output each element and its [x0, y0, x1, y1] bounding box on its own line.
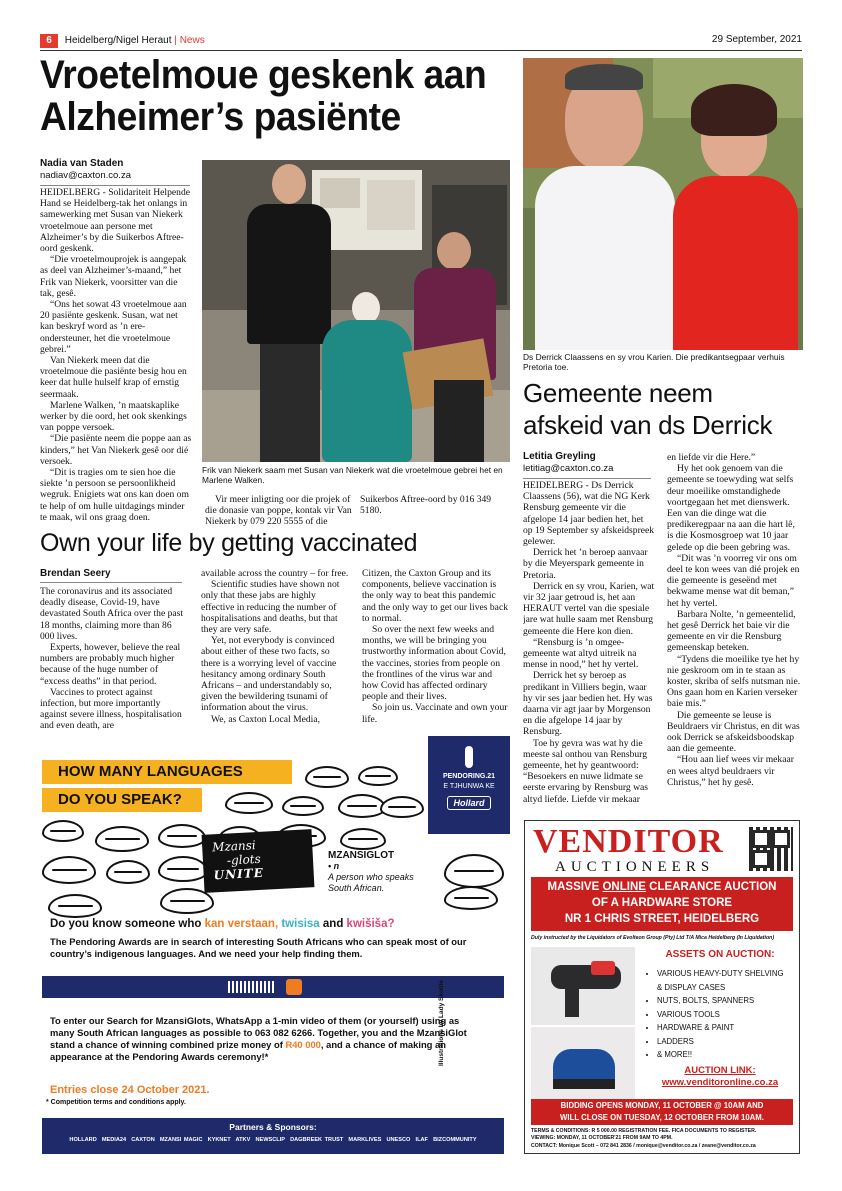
partners-title: Partners & Sponsors:	[229, 1122, 317, 1132]
definition-text: A person who speaks South African.	[328, 872, 414, 893]
author-name: Brendan Seery	[40, 568, 111, 579]
paragraph: Vaccines to protect against infection, but more importantly against severe illness, hospitalisation and even death, are	[40, 686, 182, 732]
paragraph: Suikerbos Aftree-oord by 016 349 5180.	[360, 494, 492, 517]
paragraph: Yet, not everybody is convinced about either of these two facts, so there is a worrying level of vaccine hesitancy among ordinary South Africans – and understandably so, given the bewildering tsunami of information about the virus.	[201, 635, 337, 714]
byline-rule	[40, 185, 190, 186]
page-header	[40, 34, 802, 50]
paragraph: So join us. Vaccinate and own your life.	[362, 702, 508, 725]
drill-photo	[531, 947, 635, 1025]
author-email: nadiav@caxton.co.za	[40, 170, 131, 181]
venditor-ad	[524, 820, 800, 1154]
lips-icon	[282, 796, 324, 816]
qr-code-icon	[749, 827, 793, 871]
badge-line-1: PENDORING.21	[442, 773, 496, 780]
author-name: Nadia van Staden	[40, 158, 124, 169]
paragraph: “Hou aan lief wees vir mekaar en wees altyd beuldraers vir Christus,” het hy gesê.	[667, 754, 794, 788]
list-item: • HARDWARE & PAINT	[657, 1021, 807, 1035]
page-number: 6	[40, 34, 58, 48]
entries-close: Entries close 24 October 2021.	[50, 1084, 210, 1096]
article2-col2	[201, 568, 349, 734]
lips-icon	[305, 766, 349, 788]
headline-line: Gemeente neem	[523, 378, 713, 408]
header-separator: |	[174, 35, 177, 46]
paragraph: “Tydens die moeilike tye het hy nie geskroom om in te staan as koster, skriba of selfs nutsman nie. Ons gaan hom en Karien verseker baie mis.”	[667, 653, 801, 710]
issue-date: 29 September, 2021	[711, 34, 802, 45]
question-line-1: HOW MANY LANGUAGES	[42, 760, 292, 784]
paragraph: We, as Caxton Local Media,	[211, 713, 320, 725]
lips-icon	[106, 860, 150, 884]
paragraph: Die gemeente se leuse is Beuldraers vir Christus, en dit was ook Derrick se afskeidsboodskap aan die gemeente.	[667, 709, 800, 755]
partners-list: HOLLARD MEDIA24 CAXTON MZANSI MAGIC KYKNET ATKV NEWSCLIP DAGBREEK TRUST MARKLIVES UNESCO ILAF BIZCOMMUNITY	[69, 1137, 477, 1143]
paragraph: Scientific studies have shown not only that these jabs are highly effective in reducing the number of hospitalisations and deaths, but that they are very safe.	[201, 579, 340, 636]
headline-line: Alzheimer’s pasiënte	[40, 95, 401, 139]
author-email: letitiag@caxton.co.za	[523, 463, 614, 474]
article3-col2	[667, 452, 803, 810]
article2-col1	[40, 586, 186, 734]
lips-icon	[158, 824, 206, 848]
enter-text: To enter our Search for MzansiGlots, WhatsApp a 1-min video of them (or yourself) using as many South African languages as possible to 063 082 6266. Together, you and the MzansiGlot stand a chance of winning combined prize money of R40 000, and a chance of making an appearance at the Pendoring Awards ceremony!*	[50, 1015, 467, 1062]
article2-byline	[40, 568, 190, 580]
article1-photo-caption: Frik van Niekerk saam met Susan van Niekerk wat die vroetelmoue gebrei het en Marlene Walken.	[202, 465, 503, 486]
lips-icon	[42, 820, 84, 842]
paragraph: Van Niekerk meen dat die vroetelmoue die pasiënte besig hou en keer dat hulle hulself krap of ernstig seermaak.	[40, 355, 187, 400]
know-someone-line: Do you know someone who kan verstaan, twisisa and kwišiša?	[50, 918, 395, 930]
terms-note: * Competition terms and conditions apply.	[46, 1099, 186, 1106]
paragraph: Derrick en sy vrou, Karien, wat vir 32 jaar getroud is, het aan HERAUT vertel van die spesiale jare wat hulle saam met Rensburg gemeente die Here kon dien.	[523, 580, 655, 637]
soundwave-icon	[228, 981, 276, 993]
paragraph: HEIDELBERG - Ds Derrick Claassens (56), wat die NG Kerk Rensburg gemeente vir die afgelope 14 jaar bedien het, het op 19 September sy afskeidspreek gelewer.	[523, 480, 655, 548]
paragraph: Derrick het ’n beroep aanvaar by die Meyerspark gemeente in Pretoria.	[523, 547, 648, 581]
assets-list	[645, 967, 807, 1062]
list-item: • VARIOUS HEAVY-DUTY SHELVING	[657, 967, 807, 981]
paragraph: Marlene Walken, ’n maatskaplike werker by die oord, het ook skenkings van poppe versoek.	[40, 399, 187, 434]
paragraph: Vir meer inligting oor die projek of die donasie van poppe, kontak vir Van Niekerk by 079 220 5555 of die	[205, 494, 352, 528]
list-item: • NUTS, BOLTS, SPANNERS	[657, 994, 807, 1008]
paragraph: So over the next few weeks and months, we will be bringing you trustworthy information about Covid, the vaccines, stories from people on the frontlines of the virus war and how Covid has affected ordinary people and their lives.	[362, 624, 506, 703]
whatsapp-bar	[42, 976, 504, 998]
definition-block	[328, 832, 438, 894]
terms-block: TERMS & CONDITIONS: R 5 000.00 REGISTRATION FEE. FICA DOCUMENTS TO REGISTER. VIEWING: MONDAY, 11 OCTOBER'21 FROM 9AM TO 4PM. CONTACT: Monique Scott – 072 841 2836 / monique@venditor.co.za / zeane@venditor.co.za	[531, 1128, 757, 1149]
video-icon	[286, 979, 302, 995]
paragraph: en liefde vir die Here.”	[667, 452, 756, 463]
question-line-2: DO YOU SPEAK?	[42, 788, 202, 812]
venditor-logo	[533, 825, 743, 875]
article3-byline	[523, 451, 653, 475]
article1-tail-col3	[360, 494, 510, 516]
badge-line-2: E TJHUNWA KE	[443, 783, 495, 790]
paragraph: HEIDELBERG - Solidariteit Helpende Hand se Heidelberg-tak het onlangs in samewerking met Susan van Niekerk vroetelmoue aan persone met Alzheimer’s by die Suikerbos Aftree-oord geskenk.	[40, 187, 191, 255]
paragraph: “Rensburg is ’n omgee-gemeente wat altyd uitreik na mense in nood,” het hy vertel.	[523, 636, 639, 671]
article1-byline	[40, 158, 190, 182]
definition-word: MZANSIGLOT	[328, 850, 395, 861]
lips-icon	[95, 826, 149, 852]
auction-link[interactable]: www.venditoronline.co.za	[661, 1077, 779, 1088]
bidding-banner: BIDDING OPENS MONDAY, 11 OCTOBER @ 10AM AND WILL CLOSE ON TUESDAY, 12 OCTOBER FROM 10AM.	[531, 1099, 793, 1125]
illustration-credit: Illustrations by Lady Skollie	[438, 980, 445, 1066]
lips-icon	[225, 792, 273, 814]
byline-rule	[40, 582, 182, 583]
pendoring-ad	[40, 736, 512, 1154]
paragraph: Toe hy gevra was wat hy die meeste sal onthou van Rensburg gemeente, het hy geantwoord: “Besoekers en nuwe lidmate se eerste ervaring by Rensburg was altyd liefde. Liefde vir mekaar	[523, 737, 649, 805]
badge-brand: Hollard	[447, 796, 490, 810]
paragraph: Citizen, the Caxton Group and its components, believe vaccination is the only way to beat this pandemic and the only way to get our lives back to normal.	[362, 568, 509, 624]
auction-link-title: AUCTION LINK:	[684, 1065, 756, 1076]
article1-tail-col2	[205, 494, 353, 528]
brand-name: VENDITOR	[533, 823, 724, 860]
author-name: Letitia Greyling	[523, 451, 596, 462]
paragraph: available across the country – for free.	[201, 568, 349, 579]
brand-sub: AUCTIONEERS	[555, 859, 715, 875]
list-item: • & MORE!!	[657, 1048, 807, 1062]
badge-mark-icon	[465, 746, 473, 768]
headline-line: Vroetelmoue geskenk aan	[40, 53, 487, 97]
lips-icon	[42, 856, 96, 884]
header-rule	[40, 50, 802, 51]
article1-headline	[40, 54, 486, 138]
paragraph: “Dit was ’n voorreg vir ons om deel te kon wees van dié projek en die gemeente is geseënd met bekwame mense wat dit beman,” het hy vertel.	[667, 552, 800, 609]
section-name: News	[179, 35, 205, 46]
paragraph: “Dit is tragies om te sien hoe die siekte ’n persoon se persoonlikheid wegruk. Enigiets wat ons kan doen om te help of om hulle uitdagings minder te maak, wil ons graag doen.	[40, 467, 189, 522]
lips-icon	[338, 794, 386, 818]
article2-headline: Own your life by getting vaccinated	[40, 529, 418, 557]
list-item: • VARIOUS TOOLS	[657, 1008, 807, 1022]
article3-photo	[523, 58, 803, 350]
paragraph: “Ons het sowat 43 vroetelmoue aan 20 pasiënte geskenk. Susan, wat net kan beskryf word as ’n ere-ondersteuner, het die vroetelmoue gebrei.”	[40, 299, 187, 355]
lips-icon	[444, 854, 504, 888]
paragraph: Hy het ook genoem van die gemeente se toewyding wat selfs deur moeilike omstandighede voortgegaan het met dienswerk. Een van die dinge wat die predikeregpaar na aan die hart lê, is die Kosmosgroep wat 10 jaar gelede op die been gebring was.	[667, 463, 795, 553]
definition-pos: • n	[328, 861, 340, 871]
lips-icon	[380, 796, 424, 818]
lips-icon	[48, 894, 102, 918]
article3-col1	[523, 480, 655, 810]
headline-line: afskeid van ds Derrick	[523, 410, 773, 440]
instructed-line: Duly instructed by the Liquidators of Evolteon Group (Pty) Ltd T/A Mica Heidelberg (In Liquidation)	[531, 935, 775, 941]
pendoring-badge	[428, 736, 510, 834]
lips-icon	[444, 886, 498, 910]
list-item: • LADDERS	[657, 1035, 807, 1049]
article1-photo	[202, 160, 510, 462]
paragraph: “Die pasiënte neem die poppe aan as kinders,” het Van Niekerk gesê oor dié versoek.	[40, 433, 192, 467]
article3-photo-caption: Ds Derrick Claassens en sy vrou Karien. Die predikantsegpaar verhuis Pretoria toe.	[523, 352, 785, 373]
auction-banner: MASSIVE ONLINE CLEARANCE AUCTION OF A HARDWARE STORE NR 1 CHRIS STREET, HEIDELBERG	[531, 877, 793, 931]
paragraph: The coronavirus and its associated deadly disease, Covid-19, have devastated South Africa over the past 18 months, claiming more than 86 000 lives.	[40, 586, 184, 642]
paragraph: Barbara Nolte, ’n gemeentelid, het gesê Derrick het baie vir die gemeente en vir die Rensburg gemeenskap beteken.	[667, 608, 796, 654]
byline-rule	[523, 478, 651, 479]
paragraph: Derrick het sy beroep as predikant in Villiers begin, waar hy vir ses jaar bedien het. Hy was daarna vir agt jaar by Morgenson en die afgelope 14 jaar by Rensburg.	[523, 670, 653, 738]
mzansiglots-logo: Mzansi -glots UNITE	[202, 829, 315, 893]
sander-photo	[531, 1027, 635, 1105]
article3-headline	[523, 377, 803, 441]
paragraph: Experts, however, believe the real numbers are probably much higher because of the huge number of “excess deaths” in that period.	[40, 642, 181, 687]
article2-col3	[362, 568, 510, 734]
lips-icon	[358, 766, 398, 786]
search-text: The Pendoring Awards are in search of interesting South Africans who can speak most of our country’s indigenous languages. And we need your help finding them.	[50, 936, 467, 959]
paper-name: Heidelberg/Nigel Heraut	[64, 35, 172, 46]
list-item: & DISPLAY CASES	[657, 982, 726, 992]
article1-col1	[40, 187, 192, 522]
lips-icon	[158, 856, 208, 882]
assets-title: ASSETS ON AUCTION:	[665, 949, 775, 960]
partners-bar	[42, 1118, 504, 1154]
paragraph: “Die vroetelmouprojek is aangepak as deel van Alzheimer’s-maand,” het Frik van Niekerk, voorsitter van die tak, gesê.	[40, 254, 187, 299]
